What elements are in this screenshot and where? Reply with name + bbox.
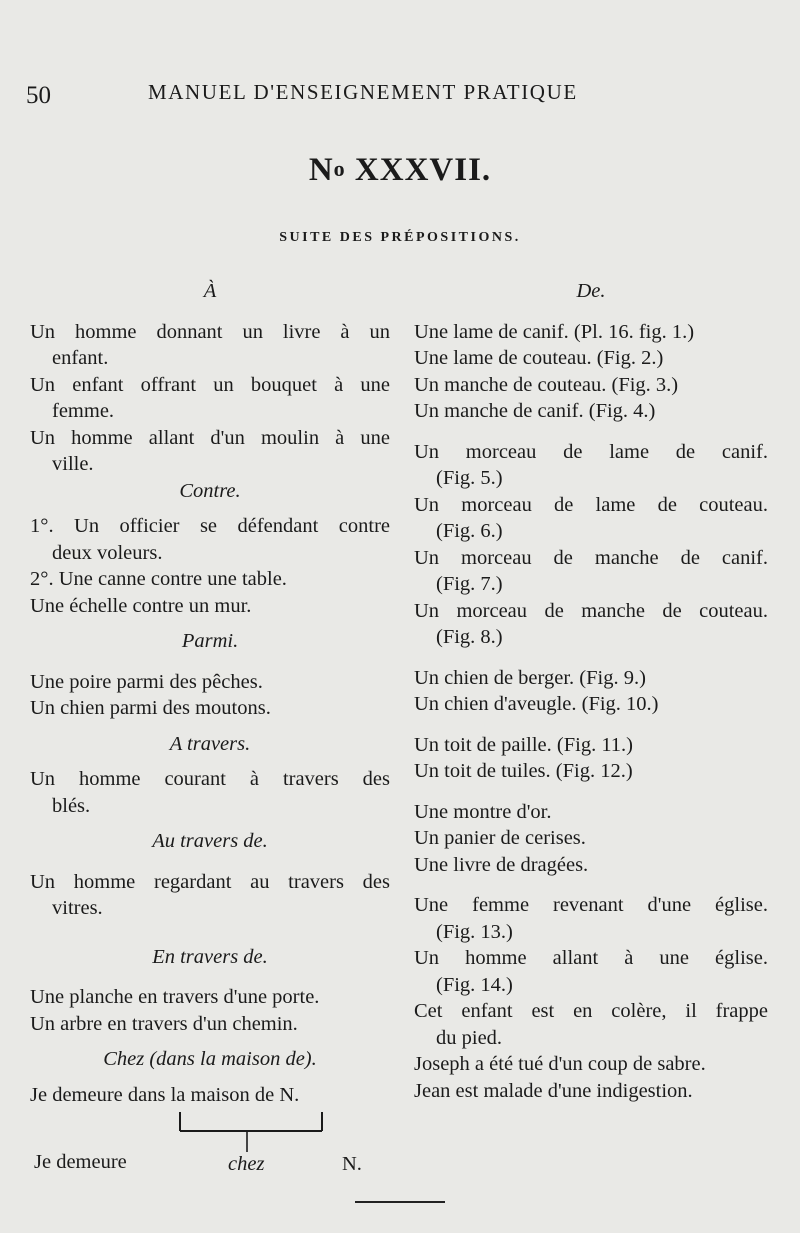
section-sup: o	[333, 156, 346, 181]
example-line: Un morceau de manche de canif.	[414, 546, 768, 569]
example-line: Joseph a été tué d'un coup de sabre.	[414, 1053, 706, 1075]
example-line: Une poire parmi des pêches.	[30, 670, 263, 693]
example-line: Un enfant offrant un bouquet à une	[30, 373, 390, 396]
page-number: 50	[26, 82, 51, 109]
example-line: Un chien d'aveugle. (Fig. 10.)	[414, 693, 659, 715]
example-line: Je demeure	[34, 1151, 127, 1173]
example-line: 1°. Un officier se défendant contre	[30, 515, 390, 537]
example-line: deux voleurs.	[52, 541, 163, 564]
heading-contre: Contre.	[179, 479, 241, 502]
heading-a: À	[203, 280, 217, 302]
example-line: Un manche de couteau. (Fig. 3.)	[414, 373, 679, 396]
example-line: Cet enfant est en colère, il frappe	[414, 1000, 768, 1022]
heading-parmi: Parmi.	[181, 630, 239, 652]
example-line: femme.	[52, 400, 115, 422]
section-prefix: N	[308, 152, 334, 188]
example-line: Un morceau de manche de couteau.	[414, 599, 768, 622]
example-line: (Fig. 8.)	[436, 626, 503, 648]
example-line: Une échelle contre un mur.	[30, 594, 252, 617]
heading-en-travers: En travers de.	[152, 945, 268, 968]
example-line: Un homme allant d'un moulin à une	[30, 426, 390, 449]
example-line: Un manche de canif. (Fig. 4.)	[414, 400, 656, 422]
example-line: blés.	[52, 794, 91, 817]
example-line: Un chien de berger. (Fig. 9.)	[414, 666, 646, 689]
footer-rule	[355, 1201, 445, 1203]
example-line: Un toit de tuiles. (Fig. 12.)	[414, 760, 633, 782]
example-line: Une planche en travers d'une porte.	[30, 986, 320, 1008]
section-number: XXXVII.	[345, 152, 492, 188]
example-line: Un panier de cerises.	[414, 827, 586, 849]
example-line: Un morceau de lame de canif.	[414, 440, 768, 463]
subtitle: SUITE DES PRÉPOSITIONS.	[279, 230, 521, 245]
example-line: Une lame de couteau. (Fig. 2.)	[414, 347, 664, 369]
example-line: (Fig. 14.)	[436, 973, 513, 996]
example-line: 2°. Une canne contre une table.	[30, 568, 287, 590]
example-line: enfant.	[52, 347, 109, 369]
heading-chez: Chez (dans la maison de).	[103, 1048, 317, 1070]
example-line: Une femme revenant d'une église.	[414, 894, 768, 916]
left-column	[30, 278, 390, 1180]
heading-de: De.	[576, 280, 606, 302]
example-line: Un homme donnant un livre à un	[30, 320, 390, 343]
example-line: Une livre de dragées.	[414, 853, 589, 876]
example-line: Un morceau de lame de couteau.	[414, 493, 768, 516]
example-line: Un arbre en travers d'un chemin.	[30, 1012, 298, 1035]
example-line: (Fig. 13.)	[436, 920, 513, 943]
chez-bracket-diagram	[30, 1108, 390, 1180]
chez-word: chez	[228, 1153, 265, 1175]
right-column	[414, 278, 768, 1104]
example-line: Un chien parmi des moutons.	[30, 697, 271, 719]
example-line: vitres.	[52, 897, 103, 919]
example-line: (Fig. 7.)	[436, 573, 503, 595]
example-line: Un homme allant à une église.	[414, 947, 768, 969]
example-line: Jean est malade d'une indigestion.	[414, 1079, 693, 1102]
example-line: Un toit de paille. (Fig. 11.)	[414, 733, 634, 756]
heading-a-travers: A travers.	[169, 732, 251, 755]
section-title	[0, 152, 800, 189]
example-line: Un homme courant à travers des	[30, 768, 390, 790]
example-line: Je demeure dans la maison de N.	[30, 1083, 300, 1106]
example-line: (Fig. 5.)	[436, 467, 503, 489]
example-line: (Fig. 6.)	[436, 520, 503, 542]
example-line: du pied.	[436, 1026, 503, 1049]
running-head: MANUEL D'ENSEIGNEMENT PRATIQUE	[148, 80, 578, 104]
n-letter: N.	[342, 1153, 362, 1175]
example-line: Une montre d'or.	[414, 800, 552, 823]
example-line: ville.	[52, 453, 94, 475]
heading-au-travers: Au travers de.	[152, 830, 268, 852]
example-line: Une lame de canif. (Pl. 16. fig. 1.)	[414, 320, 695, 343]
example-line: Un homme regardant au travers des	[30, 870, 390, 893]
